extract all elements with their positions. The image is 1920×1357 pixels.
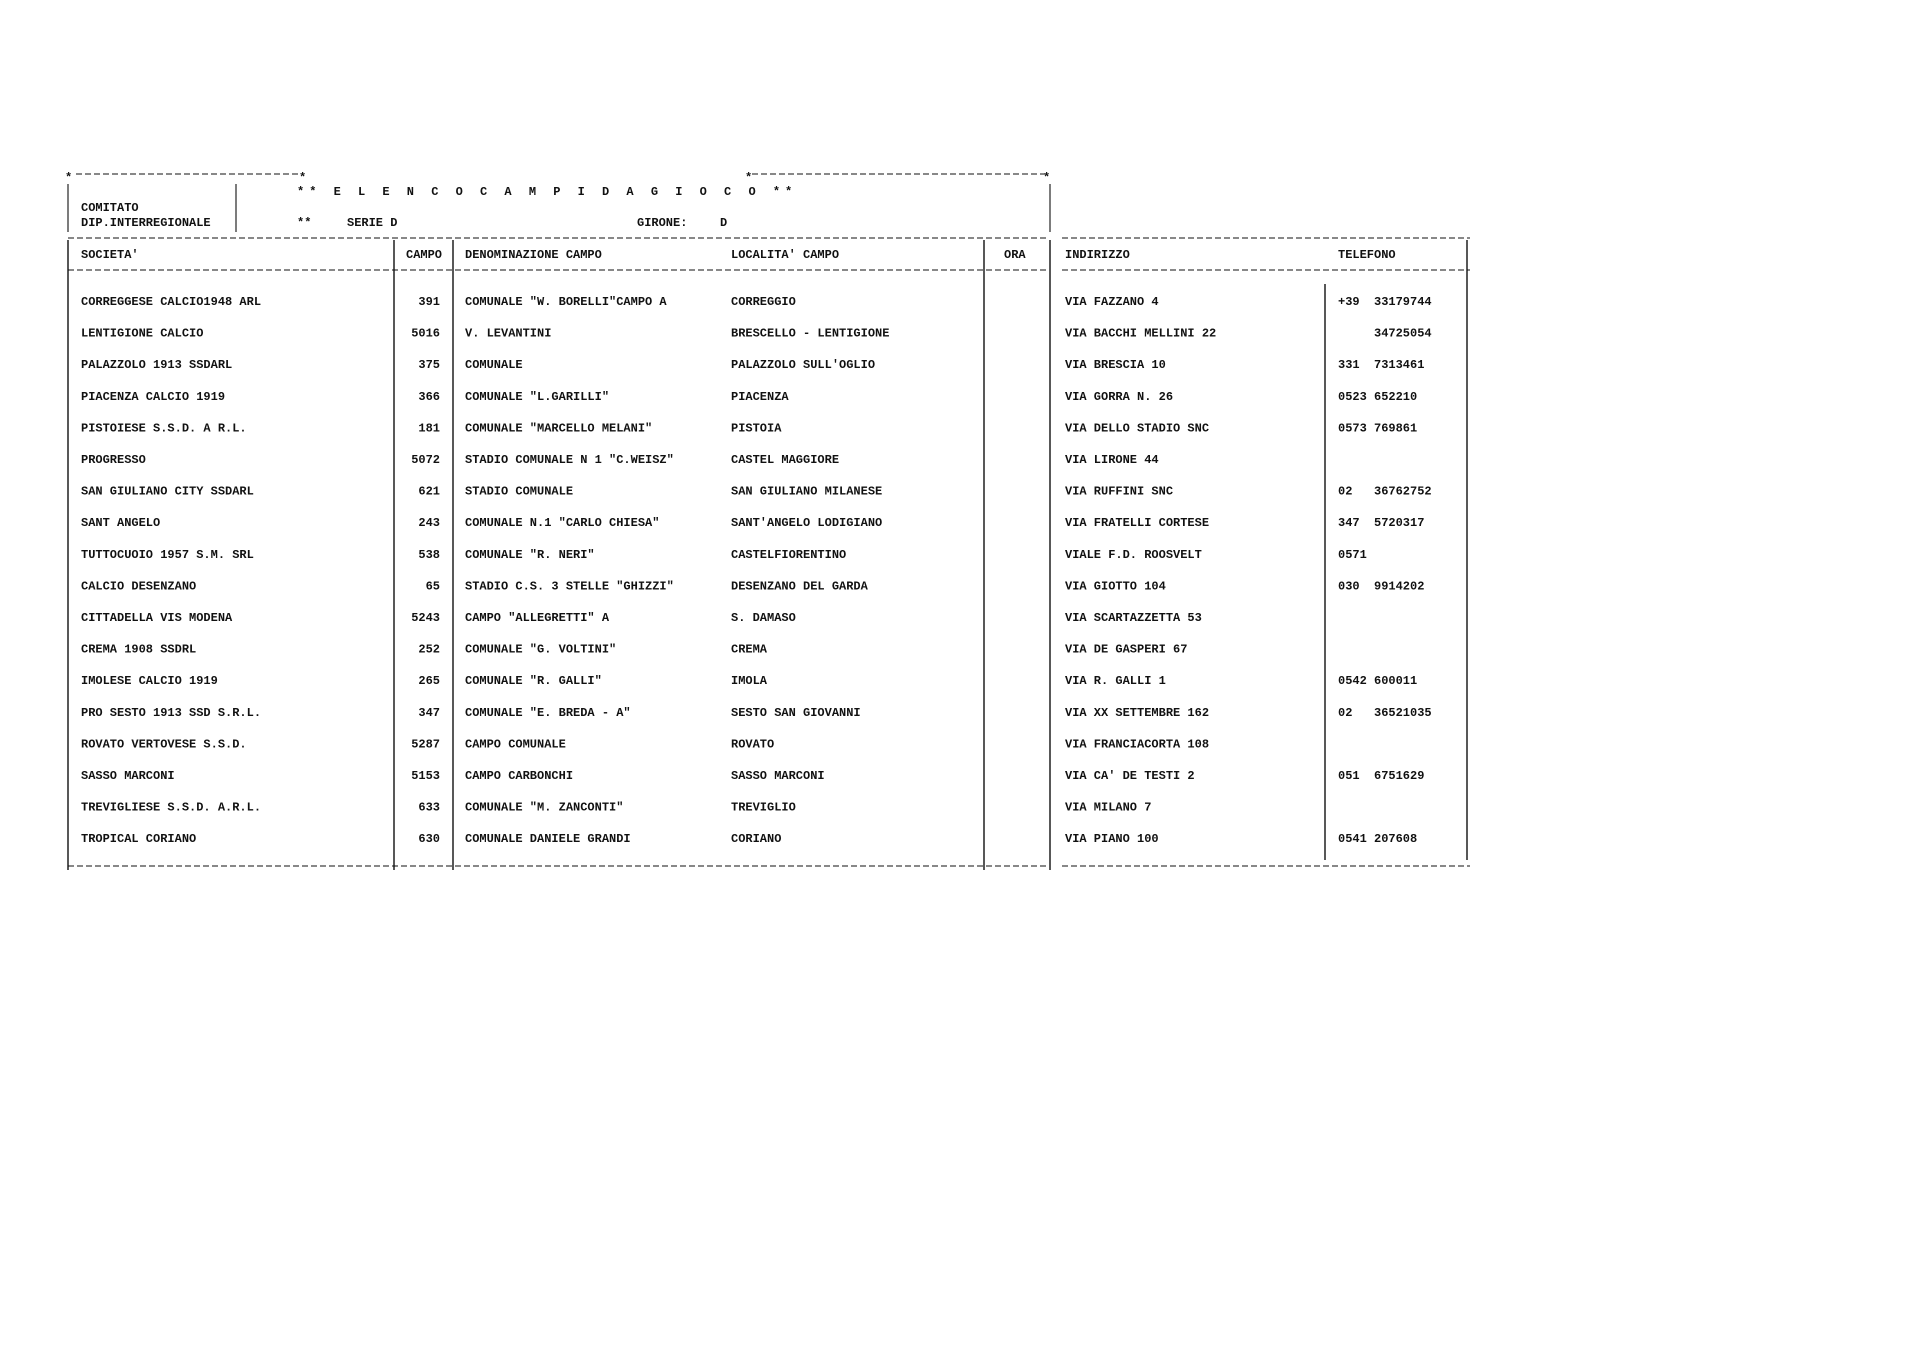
cell-localita: BRESCELLO - LENTIGIONE (731, 326, 890, 341)
cell-denominazione: COMUNALE "M. ZANCONTI" (465, 800, 624, 815)
series-value: SERIE D (347, 216, 398, 230)
table-row (81, 643, 1187, 657)
table-row (81, 706, 1432, 720)
cell-societa: PRO SESTO 1913 SSD S.R.L. (81, 705, 262, 720)
cell-indirizzo: VIALE F.D. ROOSVELT (1065, 547, 1202, 562)
cell-telefono: 0523 652210 (1338, 389, 1418, 404)
header-ora: ORA (1004, 248, 1026, 262)
cell-campo: 630 (418, 832, 440, 847)
cell-campo: 243 (418, 516, 440, 531)
cell-denominazione: COMUNALE "W. BORELLI"CAMPO A (465, 295, 667, 309)
cell-campo: 5016 (411, 326, 440, 341)
header-denominazione: DENOMINAZIONE CAMPO (465, 248, 602, 262)
header-societa: SOCIETA' (81, 248, 139, 262)
cell-societa: TUTTOCUOIO 1957 S.M. SRL (81, 547, 254, 562)
cell-campo: 366 (418, 389, 440, 404)
cell-denominazione: COMUNALE DANIELE GRANDI (465, 832, 631, 847)
cell-indirizzo: VIA FRANCIACORTA 108 (1065, 737, 1210, 752)
cell-telefono: 34725054 (1338, 326, 1432, 341)
cell-telefono: +39 33179744 (1338, 295, 1432, 309)
header-campo: CAMPO (406, 248, 443, 262)
cell-campo: 391 (418, 295, 440, 309)
cell-indirizzo: VIA RUFFINI SNC (1065, 484, 1174, 499)
table-row (81, 327, 1432, 341)
cell-telefono: 0571 (1338, 547, 1367, 562)
cell-denominazione: V. LEVANTINI (465, 326, 552, 341)
cell-indirizzo: VIA FRATELLI CORTESE (1065, 516, 1210, 531)
header-indirizzo: INDIRIZZO (1065, 248, 1130, 262)
cell-localita: CREMA (731, 642, 768, 657)
committee-value: DIP.INTERREGIONALE (81, 216, 211, 230)
cell-denominazione: COMUNALE "R. NERI" (465, 547, 595, 562)
cell-indirizzo: VIA BRESCIA 10 (1065, 358, 1166, 373)
table-row (81, 611, 1202, 625)
cell-societa: CORREGGESE CALCIO1948 ARL (81, 295, 262, 309)
cell-campo: 252 (418, 642, 440, 657)
table-row (81, 674, 1417, 688)
table-row (81, 295, 1432, 309)
cell-telefono: 347 5720317 (1338, 516, 1425, 531)
cell-campo: 65 (425, 579, 440, 594)
cell-campo: 181 (418, 421, 440, 436)
title-star-frame-end: * (1043, 171, 1051, 185)
cell-localita: ROVATO (731, 737, 775, 752)
table-row (81, 485, 1432, 499)
cell-campo: 538 (418, 547, 440, 562)
cell-indirizzo: VIA R. GALLI 1 (1065, 674, 1166, 689)
cell-indirizzo: VIA DE GASPERI 67 (1065, 642, 1188, 657)
cell-societa: LENTIGIONE CALCIO (81, 326, 204, 341)
cell-campo: 375 (418, 358, 440, 373)
cell-localita: CORREGGIO (731, 295, 796, 309)
cell-denominazione: STADIO C.S. 3 STELLE "GHIZZI" (465, 579, 674, 594)
cell-campo: 347 (418, 705, 440, 720)
title-star-right-end: * (745, 171, 753, 185)
cell-localita: CASTEL MAGGIORE (731, 453, 840, 467)
cell-indirizzo: VIA GORRA N. 26 (1065, 389, 1174, 404)
group-label: GIRONE: (637, 216, 688, 230)
table-row (81, 358, 1424, 372)
cell-denominazione: COMUNALE "G. VOLTINI" (465, 642, 617, 657)
cell-societa: PALAZZOLO 1913 SSDARL (81, 358, 233, 373)
cell-campo: 265 (418, 674, 440, 689)
cell-indirizzo: VIA BACCHI MELLINI 22 (1065, 326, 1217, 341)
table-header (81, 248, 1396, 262)
cell-localita: IMOLA (731, 674, 768, 689)
cell-denominazione: CAMPO CARBONCHI (465, 769, 574, 783)
cell-denominazione: COMUNALE (465, 358, 523, 373)
cell-telefono: 0541 207608 (1338, 832, 1418, 847)
cell-denominazione: COMUNALE N.1 "CARLO CHIESA" (465, 516, 660, 531)
table-row (81, 737, 1209, 751)
cell-societa: SANT ANGELO (81, 516, 161, 531)
table-row (81, 453, 1159, 467)
cell-localita: DESENZANO DEL GARDA (731, 579, 868, 594)
cell-indirizzo: VIA GIOTTO 104 (1065, 579, 1166, 594)
cell-denominazione: CAMPO "ALLEGRETTI" A (465, 611, 610, 625)
cell-localita: SANT'ANGELO LODIGIANO (731, 516, 883, 531)
cell-indirizzo: VIA DELLO STADIO SNC (1065, 421, 1210, 436)
cell-localita: S. DAMASO (731, 611, 796, 625)
title-star-left: * (65, 171, 73, 185)
group-value: D (720, 216, 728, 230)
cell-localita: CORIANO (731, 832, 782, 847)
cell-telefono: 0542 600011 (1338, 674, 1418, 689)
cell-campo: 5243 (411, 611, 440, 625)
table-row (81, 390, 1417, 404)
cell-denominazione: COMUNALE "R. GALLI" (465, 674, 602, 689)
cell-societa: PROGRESSO (81, 453, 146, 467)
cell-campo: 621 (418, 484, 440, 499)
header-telefono: TELEFONO (1338, 248, 1396, 262)
cell-telefono: 051 6751629 (1338, 769, 1425, 783)
cell-campo: 5072 (411, 453, 440, 467)
cell-societa: CITTADELLA VIS MODENA (81, 611, 233, 625)
title-star-right: * (299, 171, 307, 185)
cell-indirizzo: VIA LIRONE 44 (1065, 453, 1159, 467)
cell-telefono: 02 36762752 (1338, 484, 1432, 499)
cell-campo: 633 (418, 800, 440, 815)
series-marker: ** (297, 216, 312, 230)
title-frame (68, 174, 1050, 232)
cell-denominazione: CAMPO COMUNALE (465, 737, 566, 752)
cell-localita: PISTOIA (731, 421, 782, 436)
cell-societa: CALCIO DESENZANO (81, 579, 197, 594)
cell-denominazione: COMUNALE "MARCELLO MELANI" (465, 421, 653, 436)
cell-denominazione: COMUNALE "L.GARILLI" (465, 389, 610, 404)
cell-localita: SESTO SAN GIOVANNI (731, 705, 861, 720)
cell-societa: SASSO MARCONI (81, 769, 175, 783)
cell-localita: SASSO MARCONI (731, 769, 825, 783)
cell-telefono: 02 36521035 (1338, 705, 1432, 720)
cell-denominazione: COMUNALE "E. BREDA - A" (465, 705, 631, 720)
cell-societa: SAN GIULIANO CITY SSDARL (81, 484, 254, 499)
page-title: ** E L E N C O C A M P I D A G I O C O ** (297, 185, 798, 199)
cell-societa: TREVIGLIESE S.S.D. A.R.L. (81, 800, 262, 815)
cell-indirizzo: VIA FAZZANO 4 (1065, 295, 1159, 309)
cell-telefono: 331 7313461 (1338, 358, 1425, 373)
table-body (81, 295, 1432, 846)
cell-indirizzo: VIA MILANO 7 (1065, 800, 1152, 815)
table-row (81, 801, 1151, 815)
header-localita: LOCALITA' CAMPO (731, 248, 840, 262)
cell-societa: TROPICAL CORIANO (81, 832, 197, 847)
cell-societa: PIACENZA CALCIO 1919 (81, 389, 226, 404)
cell-indirizzo: VIA XX SETTEMBRE 162 (1065, 705, 1210, 720)
table-row (81, 548, 1367, 562)
cell-localita: CASTELFIORENTINO (731, 547, 847, 562)
cell-societa: ROVATO VERTOVESE S.S.D. (81, 737, 247, 752)
cell-localita: PIACENZA (731, 389, 789, 404)
cell-indirizzo: VIA CA' DE TESTI 2 (1065, 769, 1195, 783)
cell-denominazione: STADIO COMUNALE (465, 484, 574, 499)
table-row (81, 421, 1417, 435)
cell-campo: 5287 (411, 737, 440, 752)
table-row (81, 769, 1424, 783)
committee-label: COMITATO (81, 201, 139, 215)
table-row (81, 832, 1417, 846)
cell-campo: 5153 (411, 769, 440, 783)
cell-indirizzo: VIA PIANO 100 (1065, 832, 1159, 847)
cell-localita: PALAZZOLO SULL'OGLIO (731, 358, 876, 373)
cell-denominazione: STADIO COMUNALE N 1 "C.WEISZ" (465, 453, 674, 467)
cell-telefono: 030 9914202 (1338, 579, 1425, 594)
table-row (81, 579, 1424, 593)
table-row (81, 516, 1424, 530)
cell-localita: SAN GIULIANO MILANESE (731, 484, 883, 499)
cell-societa: IMOLESE CALCIO 1919 (81, 674, 218, 689)
cell-telefono: 0573 769861 (1338, 421, 1418, 436)
cell-localita: TREVIGLIO (731, 800, 796, 815)
cell-societa: PISTOIESE S.S.D. A R.L. (81, 421, 247, 436)
cell-societa: CREMA 1908 SSDRL (81, 642, 197, 657)
cell-indirizzo: VIA SCARTAZZETTA 53 (1065, 611, 1202, 625)
